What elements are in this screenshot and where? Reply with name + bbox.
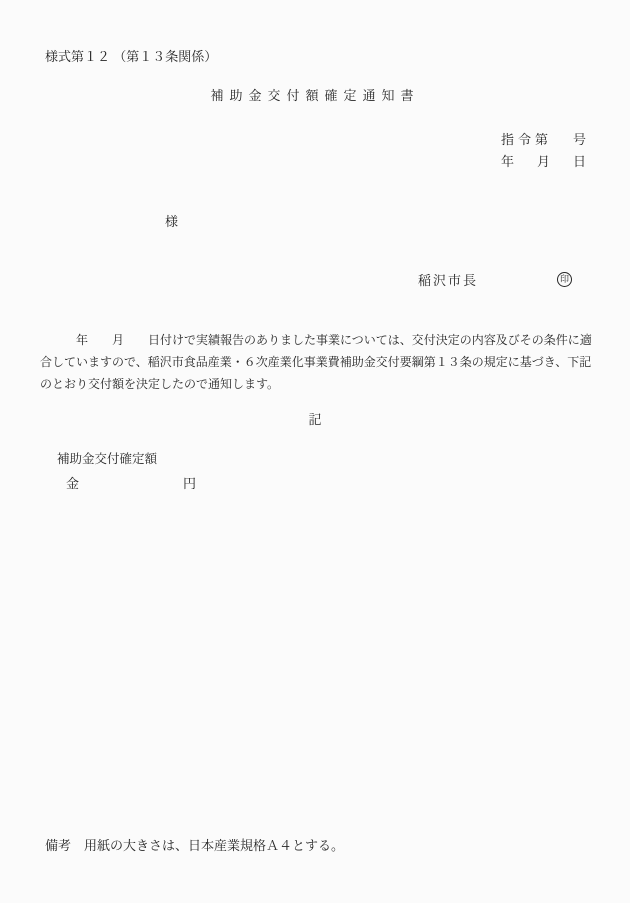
form-number: 様式第１２ （第１３条関係） bbox=[45, 49, 218, 64]
date-year-label: 年 bbox=[501, 154, 515, 169]
amount-unit-label: 円 bbox=[183, 476, 197, 491]
document-title: 補助金交付額確定通知書 bbox=[210, 88, 420, 103]
addressee-honorific: 様 bbox=[165, 214, 179, 229]
date-month-label: 月 bbox=[537, 154, 551, 169]
sender-name: 稲沢市長 bbox=[418, 273, 479, 288]
directive-number-suffix: 号 bbox=[573, 132, 587, 147]
paper-size-note: 備考 用紙の大きさは、日本産業規格Ａ４とする。 bbox=[45, 838, 345, 853]
body-paragraph-line: 合していますので、稲沢市食品産業・６次産業化事業費補助金交付要綱第１３条の規定に基づき、下記 bbox=[40, 355, 592, 369]
record-heading: 記 bbox=[308, 412, 322, 427]
date-day-label: 日 bbox=[573, 154, 587, 169]
directive-number-prefix: 指令第 bbox=[501, 132, 553, 147]
amount-prefix-label: 金 bbox=[66, 476, 80, 491]
body-paragraph-line: のとおり交付額を決定したので通知します。 bbox=[40, 377, 280, 391]
amount-label: 補助金交付確定額 bbox=[57, 452, 158, 466]
body-paragraph-line: 年 月 日付けで実績報告のありました事業については、交付決定の内容及びその条件に適 bbox=[40, 333, 592, 347]
seal-character: 印 bbox=[559, 274, 569, 284]
seal-mark bbox=[557, 272, 572, 287]
